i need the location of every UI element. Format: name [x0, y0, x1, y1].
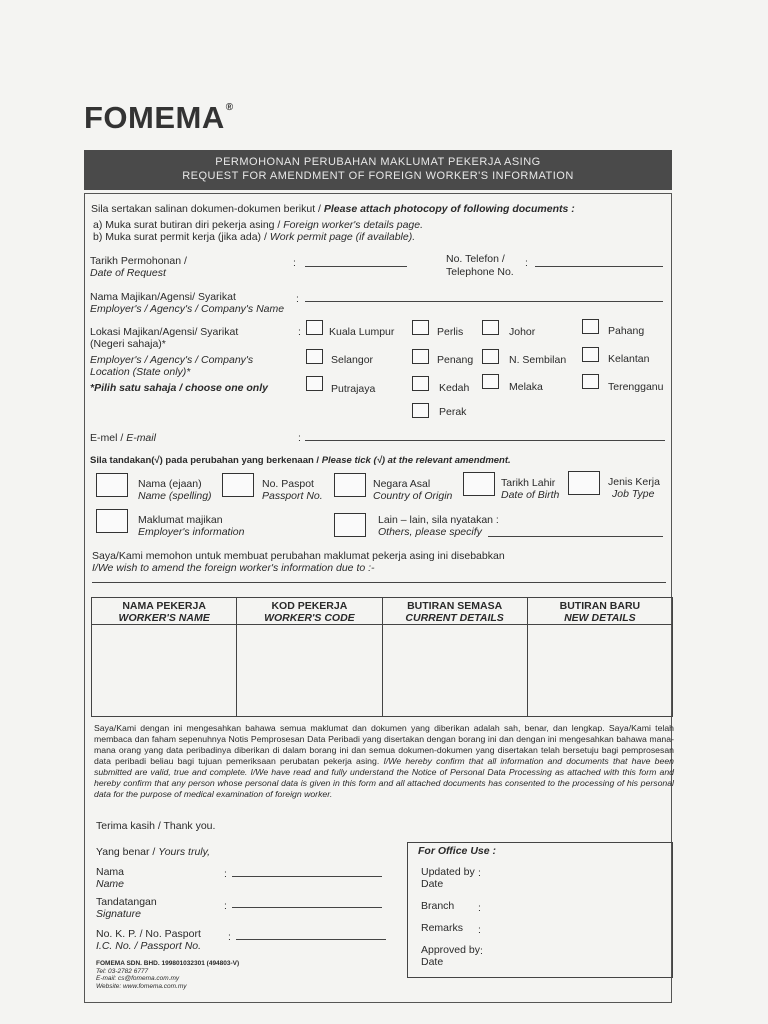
state-pahang: Pahang: [608, 325, 645, 337]
cell-worker-code[interactable]: [237, 625, 382, 717]
cell-new-details[interactable]: [527, 625, 672, 717]
footer-website: Website: www.fomema.com.my: [96, 982, 187, 990]
checkbox-melaka[interactable]: [482, 374, 499, 389]
amend-dob-ms: Tarikh Lahir: [501, 477, 556, 489]
location-label-ms2: (Negeri sahaja)*: [90, 338, 166, 350]
signature-label-ms: Tandatangan: [96, 896, 157, 908]
sign-name-colon: :: [224, 868, 227, 880]
attach-heading: Sila sertakan salinan dokumen-dokumen berikut / Please attach photocopy of following documents :: [91, 203, 575, 215]
checkbox-others[interactable]: [334, 513, 366, 537]
checkbox-putrajaya[interactable]: [306, 376, 323, 391]
attach-item-a: a) Muka surat butiran diri pekerja asing / Foreign worker's details page.: [93, 219, 424, 231]
office-updated-by: Updated by: [421, 866, 475, 878]
footer-company: FOMEMA SDN. BHD. 199801032301 (494803-V): [96, 960, 240, 967]
ic-label-en: I.C. No. / Passport No.: [96, 940, 202, 952]
amend-country-en: Country of Origin: [373, 490, 453, 502]
email-field[interactable]: [305, 440, 665, 441]
office-remarks: Remarks: [421, 922, 464, 934]
signer-name-field[interactable]: [232, 876, 382, 877]
checkbox-n-sembilan[interactable]: [482, 349, 499, 364]
office-use-title: For Office Use :: [418, 845, 496, 857]
amend-country-ms: Negara Asal: [373, 478, 431, 490]
amend-name-ms: Nama (ejaan): [138, 478, 202, 490]
state-kelantan: Kelantan: [608, 353, 650, 365]
table-row: [92, 625, 673, 717]
fomema-logo: FOMEMA®: [84, 100, 234, 135]
state-kedah: Kedah: [439, 382, 470, 394]
ic-passport-field[interactable]: [236, 939, 386, 940]
state-putrajaya: Putrajaya: [331, 383, 376, 395]
checkbox-job-type[interactable]: [568, 471, 600, 495]
phone-colon: :: [525, 257, 528, 269]
email-colon: :: [298, 432, 301, 444]
date-field[interactable]: [305, 266, 407, 267]
checkbox-passport-no[interactable]: [222, 473, 254, 497]
form-title-ms: PERMOHONAN PERUBAHAN MAKLUMAT PEKERJA ASING: [215, 156, 541, 168]
phone-label-en: Telephone No.: [446, 266, 514, 278]
amend-name-en: Name (spelling): [138, 490, 212, 502]
checkbox-date-of-birth[interactable]: [463, 472, 495, 496]
office-updated-colon: :: [478, 867, 481, 879]
header-worker-name: NAMA PEKERJA WORKER'S NAME: [92, 598, 237, 625]
office-approved-colon: :: [480, 945, 483, 957]
state-johor: Johor: [509, 326, 536, 338]
header-current-details: BUTIRAN SEMASA CURRENT DETAILS: [382, 598, 527, 625]
state-perlis: Perlis: [437, 326, 464, 338]
amend-dob-en: Date of Birth: [501, 489, 560, 501]
checkbox-perak[interactable]: [412, 403, 429, 418]
checkbox-pahang[interactable]: [582, 319, 599, 334]
date-colon: :: [293, 257, 296, 269]
form-title-en: REQUEST FOR AMENDMENT OF FOREIGN WORKER'S INFORMATION: [182, 170, 574, 182]
employer-label-en: Employer's / Agency's / Company's Name: [90, 303, 285, 315]
checkbox-employer-info[interactable]: [96, 509, 128, 533]
ic-colon: :: [228, 931, 231, 943]
state-melaka: Melaka: [509, 381, 543, 393]
footer-email: E-mail: cs@fomema.com.my: [96, 975, 180, 982]
date-label-ms: Tarikh Permohonan /: [90, 255, 187, 267]
state-terengganu: Terengganu: [608, 381, 664, 393]
amend-employer-en: Employer's information: [138, 526, 245, 538]
employer-name-field[interactable]: [305, 301, 663, 302]
reason-ms: Saya/Kami memohon untuk membuat perubahan maklumat pekerja asing ini disebabkan: [92, 550, 505, 562]
header-worker-code: KOD PEKERJA WORKER'S CODE: [237, 598, 382, 625]
employer-colon: :: [296, 293, 299, 305]
header-new-details: BUTIRAN BARU NEW DETAILS: [527, 598, 672, 625]
checkbox-perlis[interactable]: [412, 320, 429, 335]
checkbox-kuala-lumpur[interactable]: [306, 320, 323, 335]
choose-one-note: *Pilih satu sahaja / choose one only: [90, 382, 268, 394]
amend-instruction: Sila tandakan(√) pada perubahan yang berkenaan / Please tick (√) at the relevant amendment.: [90, 455, 511, 466]
location-colon: :: [298, 326, 301, 338]
state-perak: Perak: [439, 406, 467, 418]
thank-you-text: Terima kasih / Thank you.: [96, 820, 216, 832]
attach-item-b: b) Muka surat permit kerja (jika ada) / Work permit page (if available).: [93, 231, 416, 243]
checkbox-name-spelling[interactable]: [96, 473, 128, 497]
date-label-en: Date of Request: [90, 267, 166, 279]
amend-others-en: Others, please specify: [378, 526, 482, 538]
state-n-sembilan: N. Sembilan: [509, 354, 567, 366]
amend-passport-en: Passport No.: [262, 490, 323, 502]
office-remarks-colon: :: [478, 924, 481, 936]
checkbox-penang[interactable]: [412, 349, 429, 364]
checkbox-terengganu[interactable]: [582, 374, 599, 389]
yours-truly: Yang benar / Yours truly,: [96, 846, 211, 858]
ic-label-ms: No. K. P. / No. Pasport: [96, 928, 201, 940]
declaration-paragraph: Saya/Kami dengan ini mengesahkan bahawa semua maklumat dan dokumen yang diberikan adalah sah, benar, dan lengkap. Saya/Kami telah membaca dan faham sepenuhnya Notis Pemprosesan Data Peribadi yang disertakan dengan borang ini dan dengan ini mengesahkan bahawa mana-mana orang yang data peribadinya diberikan di dalam borang ini dan semua dokumen-dokumen yang disertakan telah bersetuju bagi pemprosesan data peribadi beliau bagi tujuan pemeriksaan perubatan pekerja asing. I/We hereby confirm that all information and documents that have been submitted are valid, true and complete. I/We have read and fully understand the Notice of Personal Data Processing as attached with this form and hereby confirm that any person whose personal data is given in this form and all attached documents has consented to the processing of his personal data for the purpose of medical examination of foreign worker.: [94, 723, 674, 799]
office-approved-date: Date: [421, 956, 444, 968]
worker-details-table: [91, 597, 673, 717]
others-specify-field[interactable]: [488, 536, 663, 537]
cell-current-details[interactable]: [382, 625, 527, 717]
checkbox-kelantan[interactable]: [582, 347, 599, 362]
email-label: E-mel / E-mail: [90, 432, 156, 444]
amend-employer-ms: Maklumat majikan: [138, 514, 223, 526]
sign-name-en: Name: [96, 878, 125, 890]
employer-label-ms: Nama Majikan/Agensi/ Syarikat: [90, 291, 236, 303]
signature-field[interactable]: [232, 907, 382, 908]
amend-job-en: Job Type: [612, 488, 655, 500]
office-branch: Branch: [421, 900, 455, 912]
phone-field[interactable]: [535, 266, 663, 267]
location-label-en1: Employer's / Agency's / Company's: [90, 354, 254, 366]
checkbox-kedah[interactable]: [412, 376, 429, 391]
table-header-row: [92, 598, 673, 625]
office-branch-colon: :: [478, 902, 481, 914]
footer-tel: Tel: 03-2782 6777: [96, 967, 149, 975]
amend-job-ms: Jenis Kerja: [608, 476, 660, 488]
state-penang: Penang: [437, 354, 474, 366]
signature-label-en: Signature: [96, 908, 141, 920]
office-approved-by: Approved by: [421, 944, 480, 956]
amend-others-ms: Lain – lain, sila nyatakan :: [378, 514, 499, 526]
amend-passport-ms: No. Paspot: [262, 478, 314, 490]
office-updated-date: Date: [421, 878, 444, 890]
reason-field[interactable]: [92, 582, 666, 583]
form-title-banner: [84, 150, 672, 190]
footer-company-info: [96, 960, 239, 990]
reason-en: I/We wish to amend the foreign worker's information due to :-: [92, 562, 375, 574]
location-label-ms1: Lokasi Majikan/Agensi/ Syarikat: [90, 326, 239, 338]
signature-colon: :: [224, 900, 227, 912]
state-selangor: Selangor: [331, 354, 374, 366]
checkbox-selangor[interactable]: [306, 349, 323, 364]
location-label-en2: Location (State only)*: [90, 366, 191, 378]
checkbox-johor[interactable]: [482, 320, 499, 335]
checkbox-country-of-origin[interactable]: [334, 473, 366, 497]
state-kuala-lumpur: Kuala Lumpur: [329, 326, 395, 338]
cell-worker-name[interactable]: [92, 625, 237, 717]
sign-name-ms: Nama: [96, 866, 125, 878]
phone-label-ms: No. Telefon /: [446, 253, 505, 265]
